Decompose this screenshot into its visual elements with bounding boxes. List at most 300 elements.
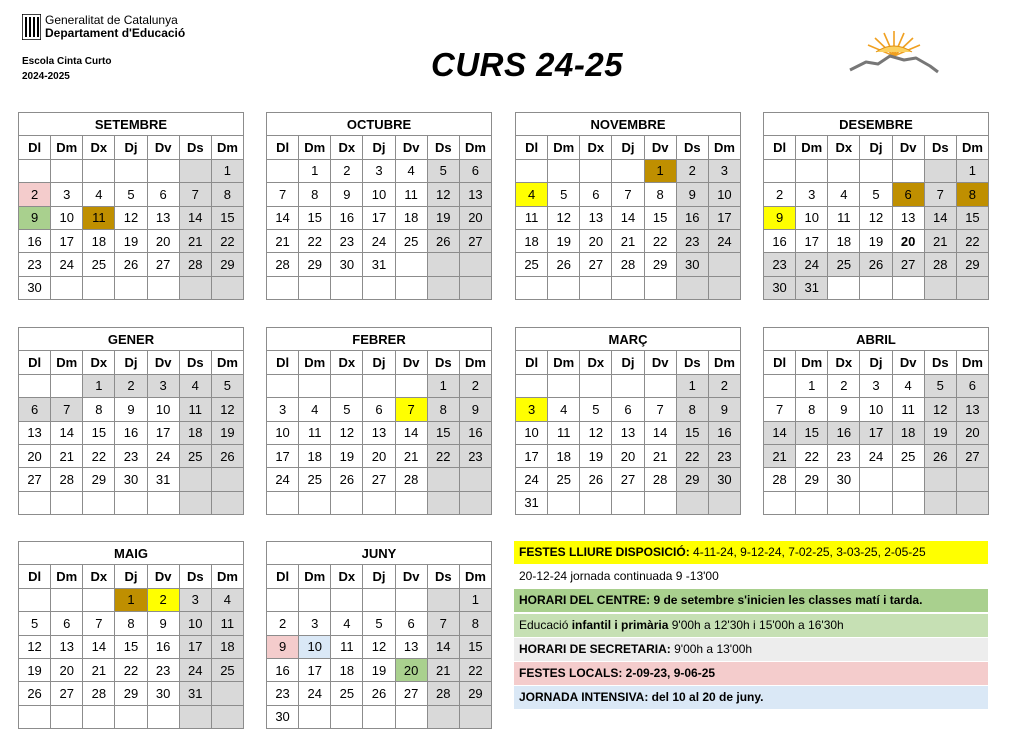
day-cell: 19 — [860, 229, 892, 252]
day-cell: 13 — [580, 206, 612, 229]
day-cell: 26 — [427, 229, 459, 252]
day-cell: 10 — [147, 398, 179, 421]
day-cell: 27 — [19, 468, 51, 491]
day-cell: 8 — [211, 183, 243, 206]
day-cell — [860, 491, 892, 514]
day-cell — [147, 705, 179, 728]
weekday-header: Dj — [115, 136, 147, 159]
weekday-header: Dm — [956, 136, 988, 159]
day-cell: 10 — [860, 398, 892, 421]
day-cell: 20 — [19, 444, 51, 467]
week-row — [267, 468, 492, 491]
day-cell — [115, 276, 147, 299]
day-cell — [51, 159, 83, 182]
day-cell: 27 — [51, 682, 83, 705]
day-cell: 23 — [764, 253, 796, 276]
day-cell: 17 — [363, 206, 395, 229]
day-cell: 26 — [924, 444, 956, 467]
day-cell: 17 — [51, 229, 83, 252]
weekday-header: Ds — [179, 351, 211, 374]
week-row — [516, 183, 741, 206]
day-cell — [427, 491, 459, 514]
day-cell: 21 — [83, 658, 115, 681]
day-cell: 13 — [956, 398, 988, 421]
day-cell: 9 — [764, 206, 796, 229]
day-cell: 8 — [427, 398, 459, 421]
month-name: OCTUBRE — [267, 113, 492, 136]
month-name: NOVEMBRE — [516, 113, 741, 136]
day-cell — [299, 588, 331, 611]
weekday-header: Dl — [267, 565, 299, 588]
day-cell — [19, 491, 51, 514]
week-row — [19, 374, 244, 397]
day-cell: 1 — [211, 159, 243, 182]
weekday-header: Dm — [299, 565, 331, 588]
month-name: FEBRER — [267, 328, 492, 351]
week-row — [19, 705, 244, 728]
weekday-header: Dx — [83, 136, 115, 159]
day-cell: 3 — [51, 183, 83, 206]
month-name: GENER — [19, 328, 244, 351]
day-cell: 14 — [427, 635, 459, 658]
week-row — [267, 421, 492, 444]
school-name: Escola Cinta Curto — [22, 56, 112, 67]
day-cell — [19, 588, 51, 611]
weekday-header: Dm — [299, 351, 331, 374]
day-cell: 24 — [516, 468, 548, 491]
weekday-header: Dx — [580, 136, 612, 159]
day-cell: 10 — [179, 612, 211, 635]
day-cell: 21 — [612, 229, 644, 252]
day-cell: 30 — [19, 276, 51, 299]
day-cell: 18 — [331, 658, 363, 681]
day-cell: 6 — [395, 612, 427, 635]
day-cell — [516, 374, 548, 397]
month-name: MAIG — [19, 542, 244, 565]
week-row — [764, 468, 989, 491]
day-cell — [19, 374, 51, 397]
day-cell: 2 — [267, 612, 299, 635]
day-cell: 18 — [211, 635, 243, 658]
day-cell: 1 — [676, 374, 708, 397]
day-cell: 11 — [83, 206, 115, 229]
day-cell: 31 — [516, 491, 548, 514]
legend-secretaria — [514, 638, 988, 661]
day-cell: 27 — [395, 682, 427, 705]
day-cell: 2 — [764, 183, 796, 206]
weekday-header: Dx — [331, 351, 363, 374]
day-cell: 9 — [828, 398, 860, 421]
month-name: MARÇ — [516, 328, 741, 351]
day-cell: 25 — [828, 253, 860, 276]
day-cell: 14 — [924, 206, 956, 229]
day-cell: 29 — [115, 682, 147, 705]
day-cell: 23 — [828, 444, 860, 467]
week-row — [19, 253, 244, 276]
day-cell — [211, 682, 243, 705]
day-cell: 2 — [331, 159, 363, 182]
day-cell — [179, 468, 211, 491]
day-cell: 28 — [51, 468, 83, 491]
day-cell — [708, 276, 740, 299]
day-cell: 30 — [676, 253, 708, 276]
day-cell — [299, 276, 331, 299]
day-cell: 25 — [83, 253, 115, 276]
day-cell — [179, 491, 211, 514]
weekday-header: Dm — [796, 351, 828, 374]
day-cell — [892, 468, 924, 491]
day-cell — [179, 159, 211, 182]
day-cell: 1 — [83, 374, 115, 397]
day-cell — [924, 491, 956, 514]
week-row — [516, 229, 741, 252]
weekday-header: Dv — [147, 136, 179, 159]
week-row — [19, 491, 244, 514]
day-cell — [548, 491, 580, 514]
weekday-header: Ds — [179, 136, 211, 159]
day-cell: 25 — [548, 468, 580, 491]
day-cell: 24 — [363, 229, 395, 252]
day-cell: 23 — [115, 444, 147, 467]
day-cell: 16 — [19, 229, 51, 252]
day-cell: 19 — [19, 658, 51, 681]
day-cell: 27 — [580, 253, 612, 276]
month-calendar — [266, 112, 492, 300]
weekday-header: Dm — [51, 565, 83, 588]
day-cell: 3 — [860, 374, 892, 397]
week-row — [267, 253, 492, 276]
day-cell: 20 — [147, 229, 179, 252]
weekday-header: Dm — [211, 136, 243, 159]
week-row — [516, 421, 741, 444]
day-cell — [83, 491, 115, 514]
day-cell: 11 — [331, 635, 363, 658]
weekday-header: Dv — [892, 136, 924, 159]
weekday-header: Dl — [764, 136, 796, 159]
day-cell — [51, 276, 83, 299]
weekday-header: Ds — [427, 565, 459, 588]
day-cell: 17 — [299, 658, 331, 681]
day-cell: 6 — [363, 398, 395, 421]
day-cell: 4 — [331, 612, 363, 635]
department-name: Departament d'Educació — [45, 26, 186, 40]
day-cell: 2 — [459, 374, 491, 397]
day-cell: 27 — [956, 444, 988, 467]
day-cell: 27 — [459, 229, 491, 252]
day-cell — [115, 705, 147, 728]
day-cell: 2 — [147, 588, 179, 611]
day-cell — [299, 705, 331, 728]
weekday-header: Dj — [115, 351, 147, 374]
day-cell: 10 — [516, 421, 548, 444]
day-cell: 28 — [395, 468, 427, 491]
day-cell: 16 — [331, 206, 363, 229]
day-cell — [363, 374, 395, 397]
day-cell: 14 — [764, 421, 796, 444]
day-cell: 10 — [299, 635, 331, 658]
day-cell: 6 — [51, 612, 83, 635]
day-cell — [331, 491, 363, 514]
day-cell: 25 — [892, 444, 924, 467]
day-cell — [828, 491, 860, 514]
day-cell: 21 — [395, 444, 427, 467]
day-cell: 1 — [796, 374, 828, 397]
day-cell: 5 — [331, 398, 363, 421]
week-row — [516, 491, 741, 514]
day-cell: 5 — [924, 374, 956, 397]
weekday-header: Dj — [363, 351, 395, 374]
day-cell — [676, 491, 708, 514]
day-cell: 22 — [644, 229, 676, 252]
day-cell: 31 — [363, 253, 395, 276]
day-cell: 14 — [83, 635, 115, 658]
month-name: ABRIL — [764, 328, 989, 351]
day-cell: 5 — [580, 398, 612, 421]
day-cell: 14 — [395, 421, 427, 444]
week-row — [19, 183, 244, 206]
school-info — [22, 54, 111, 84]
day-cell — [644, 491, 676, 514]
generalitat-logo-icon — [22, 14, 41, 40]
day-cell: 12 — [580, 421, 612, 444]
day-cell: 27 — [147, 253, 179, 276]
month-name: DESEMBRE — [764, 113, 989, 136]
day-cell — [147, 159, 179, 182]
day-cell: 29 — [676, 468, 708, 491]
day-cell: 22 — [796, 444, 828, 467]
day-cell: 15 — [459, 635, 491, 658]
day-cell — [211, 276, 243, 299]
day-cell: 9 — [267, 635, 299, 658]
weekday-header: Ds — [676, 136, 708, 159]
day-cell: 26 — [19, 682, 51, 705]
day-cell: 11 — [892, 398, 924, 421]
weekday-header: Ds — [179, 565, 211, 588]
day-cell: 17 — [179, 635, 211, 658]
weekday-header: Dv — [644, 351, 676, 374]
weekday-header: Dv — [644, 136, 676, 159]
day-cell — [363, 276, 395, 299]
day-cell: 4 — [179, 374, 211, 397]
day-cell: 1 — [644, 159, 676, 182]
week-row — [267, 398, 492, 421]
day-cell: 18 — [892, 421, 924, 444]
day-cell: 2 — [708, 374, 740, 397]
day-cell — [548, 276, 580, 299]
day-cell: 12 — [19, 635, 51, 658]
day-cell — [51, 705, 83, 728]
weekday-header: Dm — [51, 136, 83, 159]
weekday-header: Dl — [267, 351, 299, 374]
weekday-header: Dx — [83, 565, 115, 588]
day-cell — [580, 374, 612, 397]
day-cell — [211, 705, 243, 728]
legend-secretaria-label: HORARI DE SECRETARIA: — [519, 641, 671, 656]
day-cell: 24 — [147, 444, 179, 467]
weekday-header: Dj — [860, 136, 892, 159]
day-cell: 17 — [147, 421, 179, 444]
week-row — [19, 421, 244, 444]
day-cell — [299, 374, 331, 397]
day-cell: 18 — [516, 229, 548, 252]
day-cell: 23 — [708, 444, 740, 467]
day-cell: 26 — [363, 682, 395, 705]
day-cell — [147, 276, 179, 299]
weekday-header: Dx — [580, 351, 612, 374]
week-row — [267, 183, 492, 206]
day-cell: 4 — [548, 398, 580, 421]
day-cell: 3 — [299, 612, 331, 635]
day-cell: 28 — [267, 253, 299, 276]
day-cell: 22 — [115, 658, 147, 681]
day-cell: 8 — [83, 398, 115, 421]
weekday-header: Dm — [51, 351, 83, 374]
day-cell — [331, 705, 363, 728]
day-cell: 16 — [115, 421, 147, 444]
day-cell: 20 — [892, 229, 924, 252]
day-cell: 1 — [299, 159, 331, 182]
day-cell: 3 — [363, 159, 395, 182]
day-cell — [548, 374, 580, 397]
legend-festes-dates: 4-11-24, 9-12-24, 7-02-25, 3-03-25, 2-05-25 — [693, 545, 926, 559]
day-cell: 15 — [796, 421, 828, 444]
day-cell — [267, 491, 299, 514]
legend-secretaria-value: 9'00h a 13'00h — [670, 641, 753, 656]
day-cell: 25 — [179, 444, 211, 467]
day-cell: 5 — [548, 183, 580, 206]
day-cell: 18 — [299, 444, 331, 467]
day-cell: 20 — [956, 421, 988, 444]
day-cell: 5 — [19, 612, 51, 635]
day-cell: 21 — [644, 444, 676, 467]
weekday-header: Dx — [331, 565, 363, 588]
day-cell: 6 — [459, 159, 491, 182]
legend-festes-label: FESTES LLIURE DISPOSICIÓ: — [519, 545, 690, 559]
day-cell: 26 — [860, 253, 892, 276]
day-cell: 5 — [427, 159, 459, 182]
day-cell: 23 — [331, 229, 363, 252]
day-cell: 16 — [828, 421, 860, 444]
day-cell: 19 — [115, 229, 147, 252]
weekday-header: Ds — [427, 136, 459, 159]
day-cell: 2 — [115, 374, 147, 397]
week-row — [19, 444, 244, 467]
week-row — [516, 398, 741, 421]
day-cell: 26 — [211, 444, 243, 467]
day-cell — [459, 705, 491, 728]
day-cell: 7 — [395, 398, 427, 421]
day-cell: 30 — [331, 253, 363, 276]
day-cell: 31 — [147, 468, 179, 491]
day-cell — [612, 491, 644, 514]
day-cell: 31 — [796, 276, 828, 299]
day-cell: 10 — [708, 183, 740, 206]
day-cell — [395, 588, 427, 611]
day-cell: 17 — [860, 421, 892, 444]
day-cell — [764, 159, 796, 182]
day-cell: 12 — [211, 398, 243, 421]
day-cell — [580, 276, 612, 299]
day-cell — [708, 491, 740, 514]
weekday-header: Dx — [83, 351, 115, 374]
legend-festes-lliure — [514, 541, 988, 564]
day-cell: 5 — [211, 374, 243, 397]
day-cell: 14 — [644, 421, 676, 444]
day-cell: 23 — [19, 253, 51, 276]
week-row — [764, 398, 989, 421]
day-cell: 24 — [51, 253, 83, 276]
weekday-header: Dm — [211, 565, 243, 588]
month-name: SETEMBRE — [19, 113, 244, 136]
day-cell: 11 — [828, 206, 860, 229]
day-cell — [83, 705, 115, 728]
day-cell — [83, 159, 115, 182]
week-row — [267, 206, 492, 229]
week-row — [516, 159, 741, 182]
legend-festes-locals: FESTES LOCALS: 2-09-23, 9-06-25 — [514, 662, 988, 685]
day-cell: 16 — [676, 206, 708, 229]
day-cell: 7 — [179, 183, 211, 206]
day-cell: 9 — [676, 183, 708, 206]
day-cell — [828, 276, 860, 299]
day-cell: 19 — [548, 229, 580, 252]
day-cell: 2 — [19, 183, 51, 206]
week-row — [267, 612, 492, 635]
day-cell — [644, 374, 676, 397]
day-cell: 24 — [796, 253, 828, 276]
day-cell: 7 — [612, 183, 644, 206]
day-cell: 15 — [644, 206, 676, 229]
school-year: 2024-2025 — [22, 71, 70, 82]
day-cell: 22 — [459, 658, 491, 681]
day-cell: 24 — [860, 444, 892, 467]
weekday-header: Dm — [459, 565, 491, 588]
day-cell: 28 — [612, 253, 644, 276]
weekday-header: Dx — [828, 136, 860, 159]
day-cell: 21 — [51, 444, 83, 467]
week-row — [267, 588, 492, 611]
day-cell — [331, 374, 363, 397]
day-cell: 11 — [395, 183, 427, 206]
weekday-header: Ds — [676, 351, 708, 374]
day-cell: 6 — [580, 183, 612, 206]
day-cell: 8 — [459, 612, 491, 635]
week-row — [19, 229, 244, 252]
day-cell: 12 — [548, 206, 580, 229]
month-name: JUNY — [267, 542, 492, 565]
legend-jornada-intensiva: JORNADA INTENSIVA: del 10 al 20 de juny. — [514, 686, 988, 709]
day-cell: 20 — [51, 658, 83, 681]
week-row — [516, 444, 741, 467]
week-row — [267, 159, 492, 182]
month-calendar — [266, 327, 492, 515]
day-cell: 10 — [796, 206, 828, 229]
day-cell: 13 — [612, 421, 644, 444]
week-row — [19, 276, 244, 299]
day-cell: 20 — [612, 444, 644, 467]
day-cell: 4 — [516, 183, 548, 206]
day-cell — [459, 276, 491, 299]
day-cell: 9 — [115, 398, 147, 421]
week-row — [267, 682, 492, 705]
weekday-header: Dj — [363, 136, 395, 159]
day-cell: 29 — [83, 468, 115, 491]
day-cell — [147, 491, 179, 514]
weekday-header: Dm — [211, 351, 243, 374]
day-cell: 22 — [427, 444, 459, 467]
weekday-header: Dm — [548, 136, 580, 159]
month-calendar — [18, 541, 244, 729]
